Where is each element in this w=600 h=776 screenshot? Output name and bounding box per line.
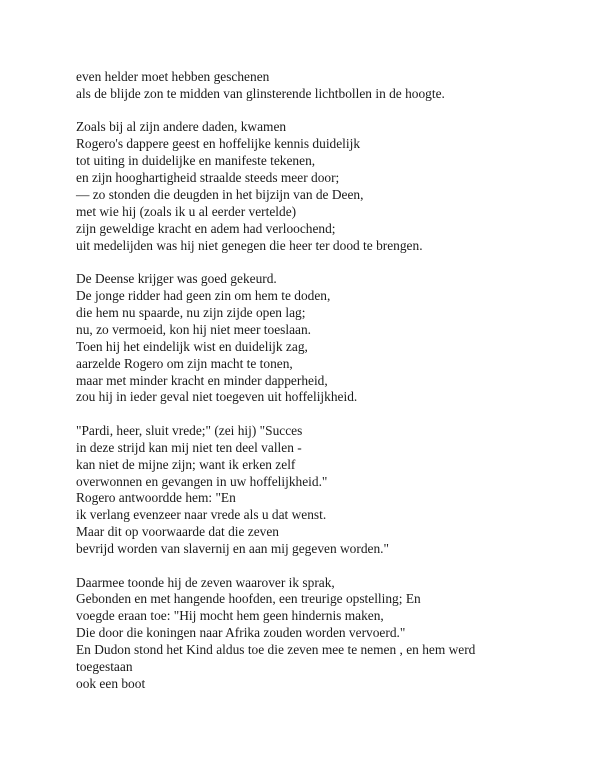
- stanza-5: [76, 575, 576, 693]
- stanza-2: [76, 119, 576, 254]
- poem-line: En Dudon stond het Kind aldus toe die zeven mee te nemen , en hem werd: [76, 642, 476, 658]
- poem-line: tot uiting in duidelijke en manifeste tekenen,: [76, 153, 316, 169]
- poem-line: De jonge ridder had geen zin om hem te doden,: [76, 287, 331, 303]
- poem-line: ook een boot: [76, 676, 146, 691]
- poem-line: Rogero antwoordde hem: "En: [76, 490, 236, 506]
- poem-line: kan niet de mijne zijn; want ik erken zelf: [76, 456, 296, 472]
- poem-line: en zijn hooghartigheid straalde steeds meer door;: [76, 170, 340, 186]
- poem-line: "Pardi, heer, sluit vrede;" (zei hij) "Succes: [76, 422, 303, 438]
- poem-line: overwonnen en gevangen in uw hoffelijkheid.": [76, 473, 328, 489]
- poem-line: ik verlang evenzeer naar vrede als u dat wenst.: [76, 507, 327, 523]
- poem-line: De Deense krijger was goed gekeurd.: [76, 271, 277, 287]
- poem-line: voegde eraan toe: "Hij mocht hem geen hindernis maken,: [76, 608, 384, 624]
- poem-line: met wie hij (zoals ik u al eerder vertelde): [76, 203, 297, 219]
- poem-line: nu, zo vermoeid, kon hij niet meer toeslaan.: [76, 321, 312, 337]
- poem-line: zou hij in ieder geval niet toegeven uit hoffelijkheid.: [76, 389, 358, 405]
- poem-line: — zo stonden die deugden in het bijzijn van de Deen,: [76, 186, 364, 202]
- poem-line: toegestaan: [76, 659, 133, 675]
- poem-line: Die door die koningen naar Afrika zouden worden vervoerd.": [76, 625, 406, 641]
- poem-line: aarzelde Rogero om zijn macht te tonen,: [76, 355, 293, 371]
- poem-line: Toen hij het eindelijk wist en duidelijk zag,: [76, 338, 308, 354]
- poem-line: Gebonden en met hangende hoofden, een treurige opstelling; En: [76, 591, 421, 607]
- poem-line: die hem nu spaarde, nu zijn zijde open lag;: [76, 304, 306, 320]
- poem-line: maar met minder kracht en minder dapperheid,: [76, 372, 328, 388]
- poem-line: Rogero's dappere geest en hoffelijke kennis duidelijk: [76, 136, 361, 152]
- stanza-3: [76, 271, 576, 406]
- stanza-1: [76, 69, 576, 103]
- poem-line: Zoals bij al zijn andere daden, kwamen: [76, 119, 287, 135]
- poem-line: in deze strijd kan mij niet ten deel vallen -: [76, 439, 302, 455]
- stanza-4: [76, 423, 576, 558]
- poem-text: [76, 69, 576, 709]
- poem-line: Daarmee toonde hij de zeven waarover ik sprak,: [76, 574, 335, 590]
- poem-line: uit medelijden was hij niet genegen die heer ter dood te brengen.: [76, 237, 423, 253]
- poem-line: Maar dit op voorwaarde dat die zeven: [76, 524, 280, 540]
- poem-line: bevrijd worden van slavernij en aan mij gegeven worden.": [76, 541, 389, 557]
- poem-line: als de blijde zon te midden van glinsterende lichtbollen in de hoogte.: [76, 85, 445, 101]
- poem-line: even helder moet hebben geschenen: [76, 69, 270, 84]
- poem-line: zijn geweldige kracht en adem had verloochend;: [76, 220, 336, 236]
